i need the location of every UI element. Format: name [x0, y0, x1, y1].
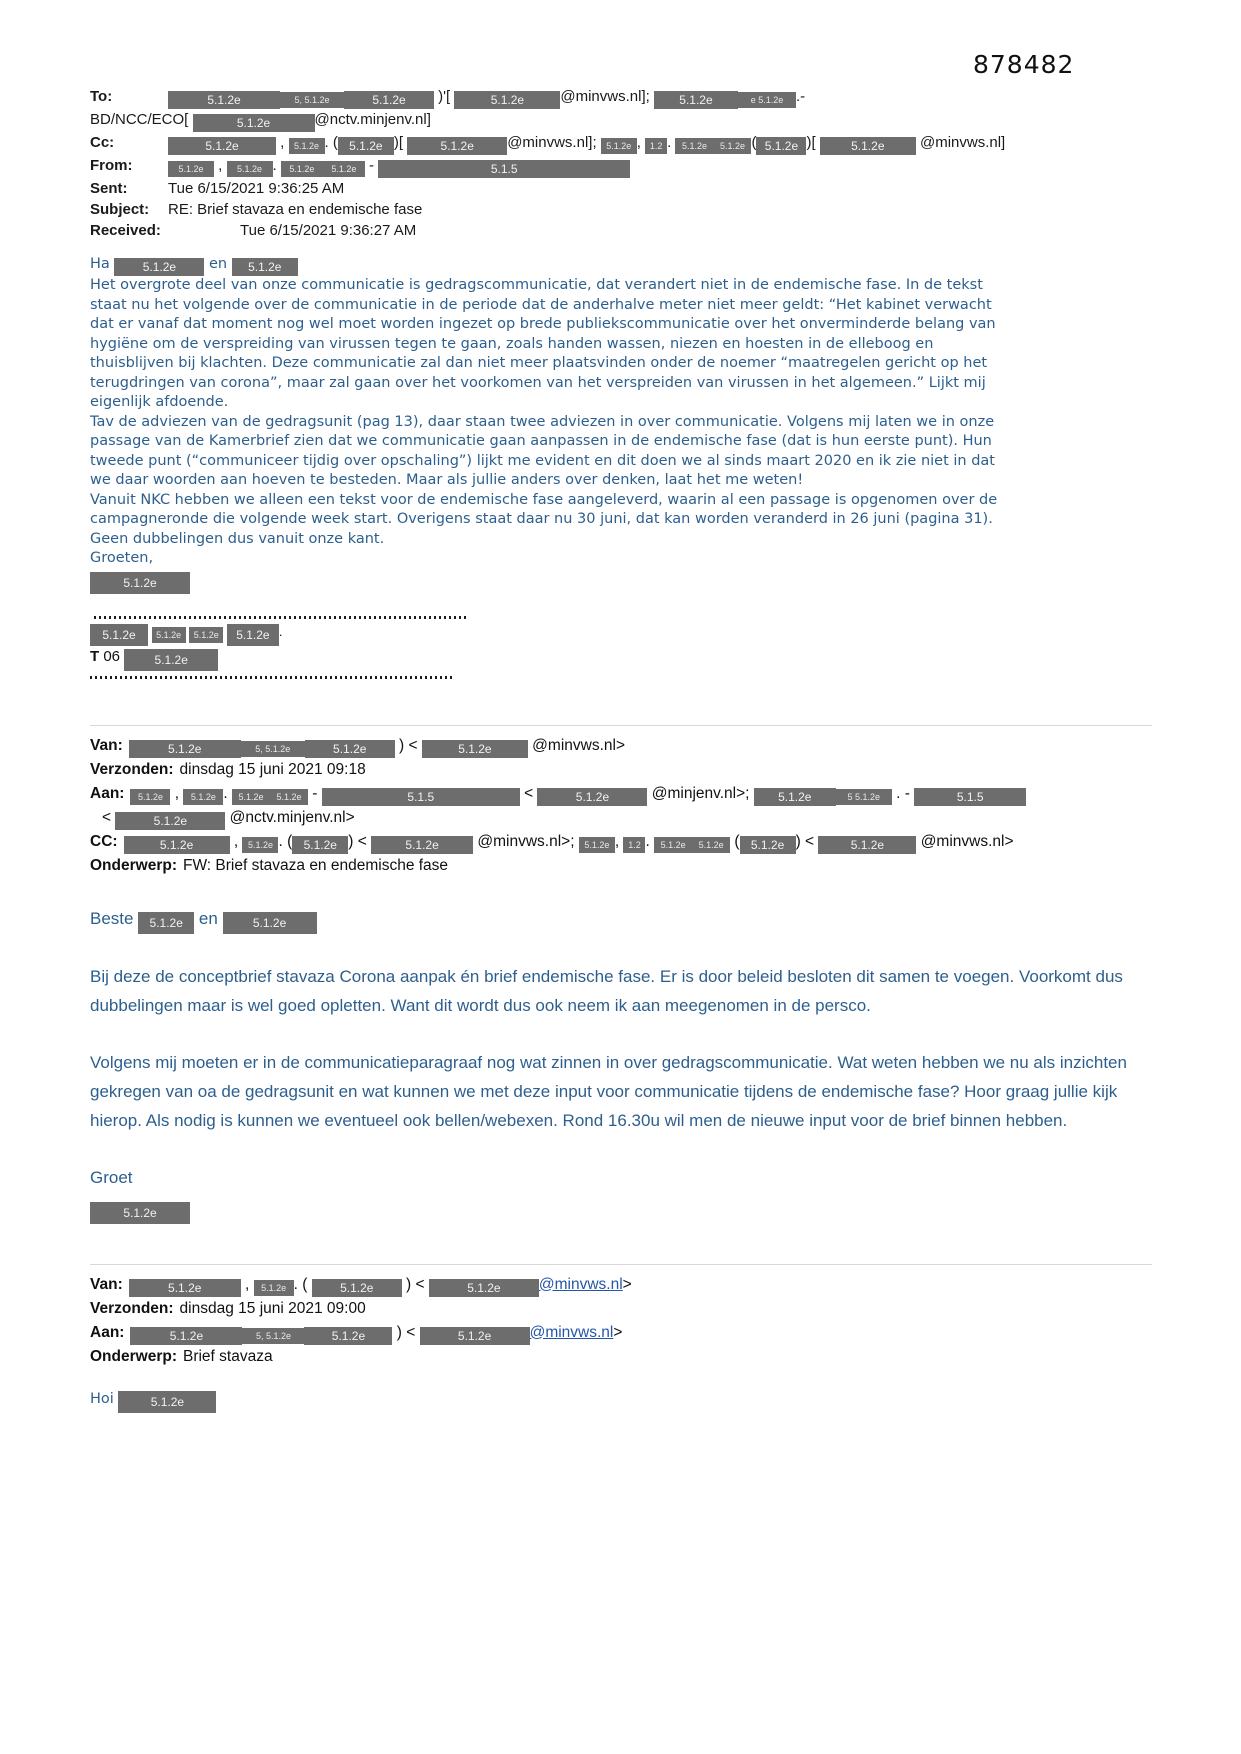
aan-value-2-line2 [102, 809, 355, 826]
cc-value [168, 132, 1161, 155]
text-run: ) < [394, 736, 422, 754]
redaction-box: 5.1.2e [422, 740, 528, 758]
van-label-2: Van: [90, 736, 123, 754]
redaction-box: 5.1.2e [820, 137, 916, 155]
text-run: en [194, 908, 223, 928]
subject-row [90, 199, 1161, 220]
text-run: )'[ [434, 88, 455, 105]
from-value [168, 155, 1161, 178]
to-label: To: [90, 88, 113, 105]
redaction-box: 5.1.2e [454, 91, 560, 109]
redaction-box: 5.1.2e [818, 836, 916, 854]
redaction-box: 5, 5.1.2e [241, 741, 305, 757]
redaction-box: 5.1.2e [304, 1327, 392, 1345]
dotted-separator-top [94, 616, 466, 619]
text-run: . [272, 157, 281, 174]
text-run: @minvws.nl> [916, 832, 1014, 850]
sent-label: Sent: [90, 180, 128, 197]
redaction-box: 5.1.2e [227, 624, 279, 646]
text-run: ( [730, 832, 740, 850]
verzonden-value-3: dinsdag 15 juni 2021 09:00 [179, 1299, 366, 1317]
redaction-box: 5.1.2e [193, 114, 315, 132]
verzonden-label-3: Verzonden: [90, 1299, 174, 1317]
text-run: . [645, 832, 655, 850]
text-run: . ( [278, 832, 293, 850]
text-run: ) < [795, 832, 819, 850]
email1-paragraph-1: Het overgrote deel van onze communicatie is gedragscommunicatie, dat verandert niet in de endemische fase. In de tekst staat nu het volgende over de communicatie in de periode dat de anderhalve meter niet meer geldt: “Het kabinet verwacht dat er vanaf dat moment nog wel moet worden ingezet op brede publiekscommunicatie over het onverminderde belang van hygiëne om de verspreiding van virussen tegen te gaan, zoals handen wassen, niezen en hoesten in de elleboog en thuisblijven bij klachten. Deze communicatie zal dan niet meer plaatsvinden onder de noemer “maatregelen gericht op het terugdringen van corona”, maar zal gaan over het voorkomen van het verspreiden van virussen in het algemeen.” Lijkt mij eigenlijk afdoende. [90, 277, 996, 410]
redaction-box: 5.1.2e [292, 836, 348, 854]
onderwerp-row-3 [90, 1345, 1161, 1369]
text-run: - [364, 157, 379, 174]
redaction-box: e 5.1.2e [738, 92, 796, 108]
redaction-box: 5.1.2e [223, 912, 317, 934]
email2-paragraph-1: Bij deze de conceptbrief stavaza Corona aanpak én brief endemische fase. Er is door beleid besloten dit samen te voegen. Voorkomt dus dubbelingen maar is wel goed opletten. Want dit wordt dus ook neem ik aan meegenomen in de persco. [90, 966, 1123, 1015]
text-run: > [622, 1275, 632, 1293]
redaction-box: 5.1.2e [407, 137, 507, 155]
email2-header [90, 734, 1161, 878]
subject-value: RE: Brief stavaza en endemische fase [168, 201, 423, 218]
redaction-box: 5.1.5 [322, 788, 520, 806]
aan-label-2: Aan: [90, 784, 125, 802]
to-value-line1 [168, 86, 1161, 109]
redaction-box: 1.2 [645, 138, 667, 154]
email1-closing: Groeten, [90, 550, 154, 566]
redaction-box: 5.1.2e [692, 837, 730, 853]
text-run: @minjenv.nl>; [647, 784, 754, 802]
from-label: From: [90, 157, 133, 174]
redaction-box: 5 5.1.2e [836, 789, 892, 805]
redaction-box: 5.1.2e [242, 837, 278, 853]
sent-row [90, 178, 1161, 199]
redaction-box: 5.1.2e [429, 1279, 539, 1297]
text-run: )[ [806, 134, 820, 151]
verzonden-row-2 [90, 758, 1161, 782]
van-value-3 [129, 1276, 632, 1293]
onderwerp-label-3: Onderwerp: [90, 1347, 177, 1365]
text-run: @minvws.nl]; [560, 88, 654, 105]
email1-salutation [90, 255, 1010, 276]
text-run: Ha [90, 256, 115, 272]
redaction-box: 5.1.2e [118, 1391, 216, 1413]
van-row-2 [90, 734, 1161, 758]
email1-contact-block [90, 616, 1161, 679]
text-run: ) < [401, 1275, 429, 1293]
to-row [90, 86, 1161, 109]
redaction-box: 5.1.2e [168, 137, 276, 155]
text-run: , [614, 832, 624, 850]
onderwerp-value-2: FW: Brief stavaza en endemische fase [182, 856, 449, 874]
text-run: , [636, 134, 646, 151]
redaction-box: 5.1.2e [124, 836, 230, 854]
redaction-box: 5.1.2e [740, 836, 796, 854]
sent-value: Tue 6/15/2021 9:36:25 AM [168, 180, 345, 197]
text-run: 06 [103, 647, 125, 665]
text-run: @nctv.minjenv.nl> [225, 808, 355, 826]
email3-body [90, 1389, 1161, 1413]
text-run: ) < [392, 1323, 420, 1341]
text-run: . [278, 623, 283, 639]
redaction-box: 5, 5.1.2e [280, 92, 344, 108]
redaction-box: 5.1.5 [914, 788, 1026, 806]
cc-value-2 [124, 833, 1014, 850]
redaction-box: 5.1.2e [129, 1279, 241, 1297]
redaction-box: 5.1.2e [189, 627, 223, 643]
cc-row-2 [90, 830, 1161, 854]
redaction-box: 5.1.2e [579, 837, 615, 853]
email1-paragraph-2: Tav de adviezen van de gedragsunit (pag 13), daar staan twee adviezen in over communicatie. Volgens mij laten we in onze passage van de Kamerbrief zien dat we communicatie gaan aanpassen in de endemische fase (dat is hun eerste punt). Hun tweede punt (“communiceer tijdig over opschaling”) lijkt me evident en dit doen we al sinds maart 2020 en ik zie niet in dat we daar woorden aan hoeven te besteden. Maar als jullie anders over denken, laat het me weten! [90, 413, 995, 488]
text-run: . ( [324, 134, 338, 151]
redaction-box: 5.1.2e [227, 161, 273, 177]
received-label: Received: [90, 222, 161, 239]
aan-row-2-continuation [90, 806, 1161, 830]
redaction-box: 5.1.2e [371, 836, 473, 854]
text-run: < [519, 784, 538, 802]
received-row [90, 220, 1161, 241]
text-run: . - [891, 784, 915, 802]
redaction-box: 5.1.2e [270, 789, 308, 805]
redaction-box: 5.1.2e [420, 1327, 530, 1345]
email-link[interactable]: @minvws.nl [538, 1275, 623, 1293]
text-run: en [204, 256, 232, 272]
redaction-box: 5.1.2e [323, 161, 365, 177]
redaction-box: 5.1.2e [152, 627, 186, 643]
van-row-3 [90, 1273, 1161, 1297]
aan-value-2-line1 [130, 785, 1026, 802]
redaction-box: 5.1.2e [601, 138, 637, 154]
text-run: Beste [90, 908, 139, 928]
redaction-box: 5.1.2e [713, 138, 751, 154]
contact-name-row [90, 622, 1161, 646]
redaction-box: 5.1.2e [289, 138, 325, 154]
text-run: @minvws.nl] [915, 134, 1006, 151]
email-link[interactable]: @minvws.nl [529, 1323, 614, 1341]
text-run: @nctv.minjenv.nl] [314, 111, 431, 128]
redaction-box: 5.1.2e [183, 789, 223, 805]
mail-header [90, 86, 1161, 241]
text-run: > [613, 1323, 623, 1341]
email2-signature-redaction [90, 1194, 1152, 1224]
redaction-box: 5.1.2e [129, 740, 241, 758]
redaction-box: 5.1.2e [114, 258, 204, 276]
text-run: , [240, 1275, 254, 1293]
email1-body [90, 255, 1010, 594]
text-run: BD/NCC/ECO[ [90, 111, 193, 128]
to-value-line2 [90, 109, 1161, 132]
text-run: T [90, 647, 104, 665]
redaction-box: 5.1.2e [138, 912, 194, 934]
redaction-box: 5.1.2e [754, 788, 836, 806]
email3-salutation [90, 1389, 1161, 1413]
onderwerp-value-3: Brief stavaza [182, 1347, 273, 1365]
redaction-box: 5.1.2e [168, 161, 214, 177]
aan-row-2 [90, 782, 1161, 806]
redaction-box: 5.1.2e [168, 91, 280, 109]
email2-body [90, 904, 1152, 1224]
text-run: - [308, 784, 322, 802]
document-number: 878482 [973, 50, 1075, 79]
cc-label-2: CC: [90, 832, 118, 850]
van-value-2 [129, 737, 625, 754]
quoted-mail-separator-2 [90, 1264, 1152, 1265]
redaction-box: 5.1.2e [312, 1279, 402, 1297]
aan-row-3 [90, 1321, 1161, 1345]
redaction-box: 5.1.2e [675, 138, 713, 154]
redaction-box: 5.1.2e [344, 91, 434, 109]
subject-label: Subject: [90, 201, 150, 218]
redaction-box: 5.1.2e [232, 258, 298, 276]
text-run: , [276, 134, 289, 151]
redaction-box: 5, 5.1.2e [242, 1328, 304, 1344]
verzonden-label-2: Verzonden: [90, 760, 174, 778]
text-run: .- [795, 88, 806, 105]
onderwerp-row-2 [90, 854, 1161, 878]
text-run: . ( [293, 1275, 312, 1293]
text-run: @minvws.nl>; [473, 832, 579, 850]
onderwerp-label-2: Onderwerp: [90, 856, 177, 874]
text-run: )[ [393, 134, 408, 151]
redaction-box: 5.1.2e [90, 1202, 190, 1224]
redaction-box: 5.1.2e [130, 789, 170, 805]
text-run: @minvws.nl]; [507, 134, 601, 151]
redaction-box: 1.2 [623, 837, 645, 853]
redaction-box: 5.1.2e [130, 1327, 242, 1345]
text-run: , [214, 157, 227, 174]
to-row-continuation [90, 109, 1161, 132]
email3-header [90, 1273, 1161, 1369]
redaction-box: 5.1.2e [90, 572, 190, 594]
dotted-separator-bottom [90, 676, 454, 679]
cc-label: Cc: [90, 134, 115, 151]
email2-salutation [90, 904, 1152, 934]
redaction-box: 5.1.2e [756, 137, 806, 155]
text-run: < [102, 808, 116, 826]
email2-closing: Groet [90, 1167, 133, 1187]
redaction-box: 5.1.2e [654, 91, 738, 109]
redaction-box: 5.1.2e [124, 649, 218, 671]
email2-paragraph-2: Volgens mij moeten er in de communicatieparagraaf nog wat zinnen in over gedragscommunicatie. Wat weten hebben we nu als inzichten gekregen van oa de gedragsunit en wat kunnen we met deze input voor communicatie tijdens de endemische fase? Hoor graag jullie kijk hierop. Als nodig is kunnen we eventueel ook bellen/webexen. Rond 16.30u wil men de nieuwe input voor de brief binnen hebben. [90, 1052, 1127, 1130]
text-run: . [667, 134, 676, 151]
redaction-box: 5.1.2e [338, 137, 394, 155]
cc-row [90, 132, 1161, 155]
redaction-box: 5.1.2e [90, 624, 148, 646]
text-run: , [229, 832, 243, 850]
aan-value-3 [130, 1324, 622, 1341]
van-label-3: Van: [90, 1275, 123, 1293]
email1-paragraph-3: Vanuit NKC hebben we alleen een tekst voor de endemische fase aangeleverd, waarin al een passage is opgenomen over de campagneronde die volgende week start. Overigens staat daar nu 30 juni, dat kan worden veranderd in 26 juni (pagina 31). Geen dubbelingen dus vanuit onze kant. [90, 491, 998, 547]
email1-signature-redaction [90, 571, 1010, 594]
redaction-box: 5.1.2e [254, 1280, 294, 1296]
aan-label-3: Aan: [90, 1323, 125, 1341]
verzonden-value-2: dinsdag 15 juni 2021 09:18 [179, 760, 366, 778]
redaction-box: 5.1.2e [281, 161, 323, 177]
text-run: ( [751, 134, 757, 151]
quoted-mail-separator-1 [90, 725, 1152, 726]
verzonden-row-3 [90, 1297, 1161, 1321]
redaction-box: 5.1.2e [232, 789, 270, 805]
redaction-box: 5.1.2e [537, 788, 647, 806]
redaction-box: 5.1.5 [378, 160, 630, 178]
redaction-box: 5.1.2e [305, 740, 395, 758]
from-row [90, 155, 1161, 178]
text-run: @minvws.nl> [527, 736, 626, 754]
received-value: Tue 6/15/2021 9:36:27 AM [240, 222, 417, 239]
contact-phone-row [90, 646, 1161, 671]
text-run: . [223, 784, 232, 802]
text-run: , [170, 784, 184, 802]
redaction-box: 5.1.2e [654, 837, 692, 853]
text-run: Hoi [90, 1390, 119, 1407]
text-run: ) < [348, 832, 372, 850]
redaction-box: 5.1.2e [115, 812, 225, 830]
